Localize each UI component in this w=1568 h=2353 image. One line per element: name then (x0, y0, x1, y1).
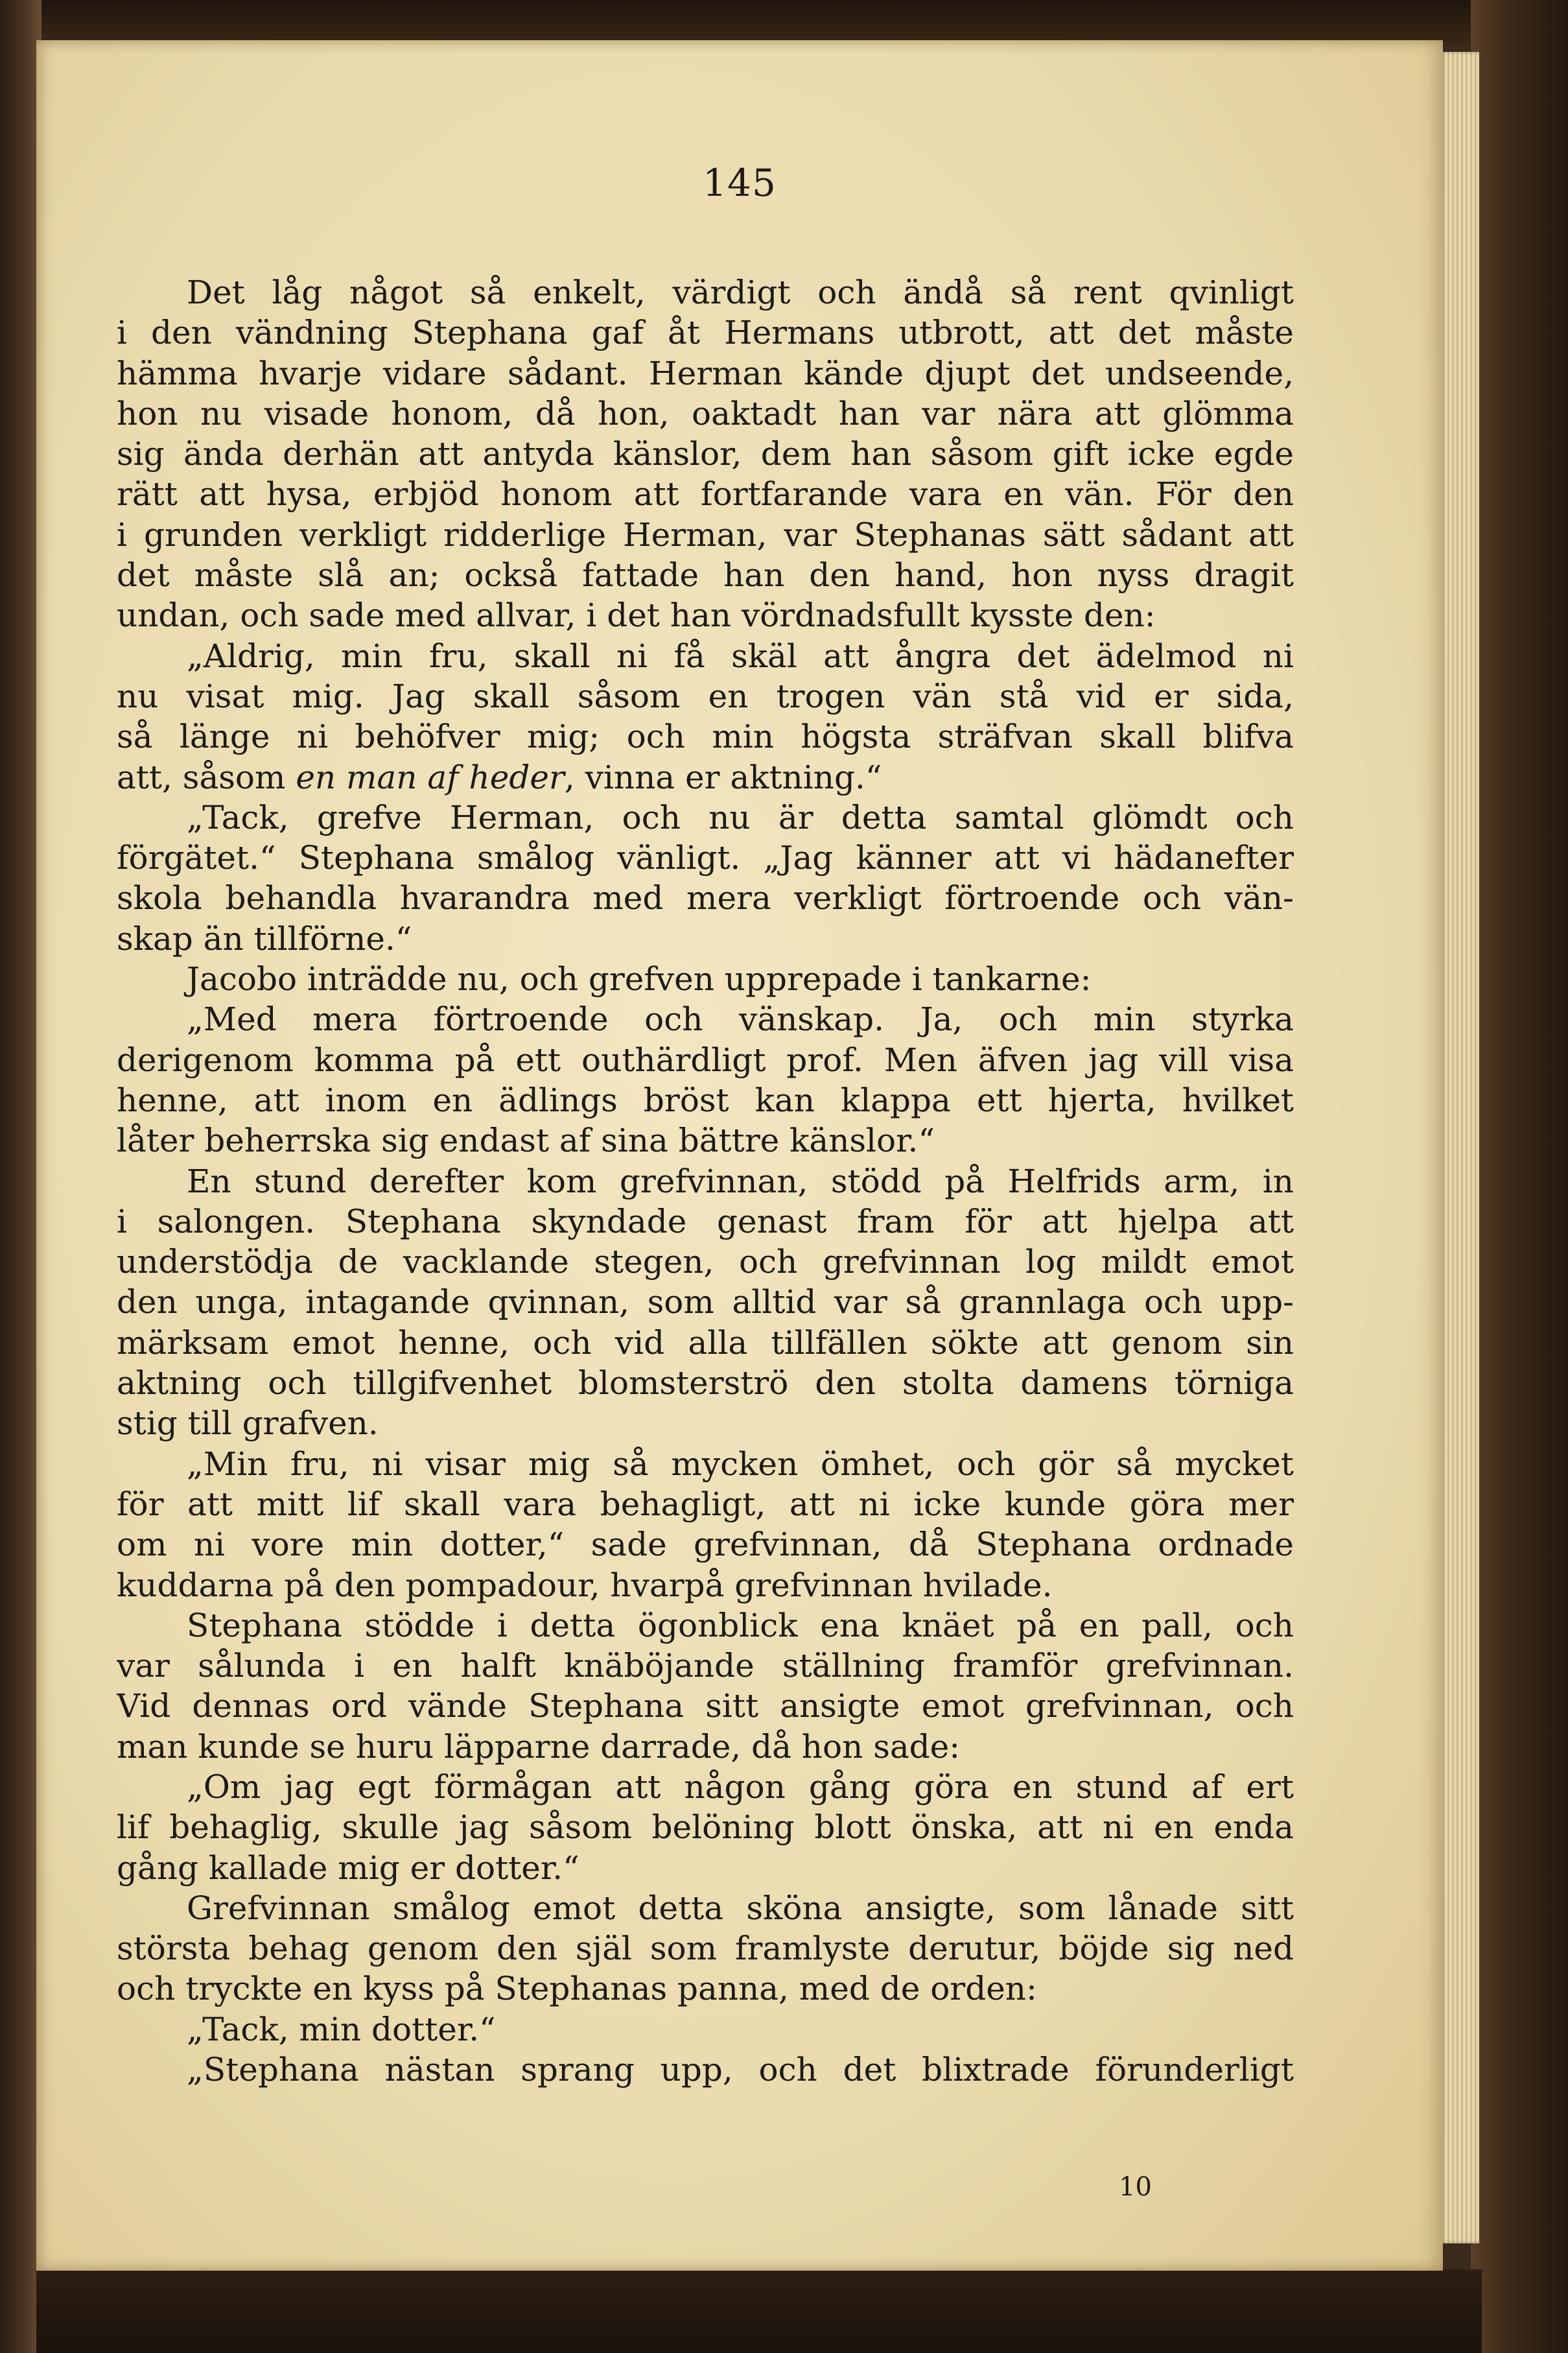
text-line: rätt att hysa, erbjöd honom att fortfarande vara en vän. För den (117, 475, 1294, 514)
text-line: kuddarna på den pompadour, hvarpå grefvinnan hvilade. (117, 1566, 1053, 1604)
text-line: hon nu visade honom, då hon, oaktadt han var nära att glömma (117, 394, 1294, 432)
text-line: låter beherrska sig endast af sina bättre känslor.“ (117, 1122, 935, 1160)
page-number: 145 (703, 161, 777, 205)
text-line: lif behaglig, skulle jag såsom belöning blott önska, att ni en enda (117, 1808, 1294, 1847)
text-line: Stephana stödde i detta ögonblick ena knäet på en pall, och (187, 1606, 1294, 1644)
text-line: nu visat mig. Jag skall såsom en trogen vän stå vid er sida, (117, 677, 1294, 715)
signature-mark: 10 (1119, 2172, 1152, 2202)
text-line: att, såsom en man af heder, vinna er aktning.“ (117, 758, 882, 796)
text-line: om ni vore min dotter,“ sade grefvinnan, då Stephana ordnade (117, 1526, 1294, 1564)
text-line: så länge ni behöfver mig; och min högsta sträfvan skall blifva (117, 718, 1294, 756)
text-line: för att mitt lif skall vara behagligt, att ni icke kunde göra mer (117, 1485, 1294, 1523)
text-line: i salongen. Stephana skyndade genast fram för att hjelpa att (117, 1202, 1294, 1240)
book-shadow-bottom (36, 2269, 1482, 2353)
text-line: Jacobo inträdde nu, och grefven upprepade i tankarne: (187, 960, 1092, 999)
page-edges (1440, 52, 1479, 2243)
text-line: i den vändning Stephana gaf åt Hermans utbrott, att det måste (117, 314, 1294, 352)
text-line: märksam emot henne, och vid alla tillfällen sökte att genom sin (117, 1323, 1294, 1362)
text-line: henne, att inom en ädlings bröst kan klappa ett hjerta, hvilket (117, 1081, 1294, 1119)
text-line: gång kallade mig er dotter.“ (117, 1849, 579, 1887)
text-line: aktning och tillgifvenhet blomsterströ den stolta damens törniga (117, 1364, 1294, 1402)
text-line: skap än tillförne.“ (117, 919, 412, 958)
text-line: „Aldrig, min fru, skall ni få skäl att ångra det ädelmod ni (187, 637, 1294, 675)
text-line: skola behandla hvarandra med mera verkligt förtroende och vän- (117, 879, 1294, 917)
text-line: största behag genom den själ som framlyste derutur, böjde sig ned (117, 1930, 1294, 1968)
text-line: understödja de vacklande stegen, och grefvinnan log mildt emot (117, 1243, 1294, 1281)
text-line: „Tack, min dotter.“ (187, 2010, 496, 2048)
text-line: sig ända derhän att antyda känslor, dem han såsom gift icke egde (117, 435, 1294, 473)
text-line: var sålunda i en halft knäböjande ställning framför grefvinnan. (117, 1647, 1294, 1685)
text-line: och tryckte en kyss på Stephanas panna, med de orden: (117, 1970, 1037, 2008)
book-cover-right (1471, 0, 1568, 2353)
book-cover-left (0, 0, 41, 2353)
text-line: „Tack, grefve Herman, och nu är detta samtal glömdt och (187, 798, 1294, 836)
text-line: man kunde se huru läpparne darrade, då hon sade: (117, 1727, 961, 1766)
text-line: „Stephana nästan sprang upp, och det blixtrade förunderligt (187, 2051, 1294, 2089)
text-line: En stund derefter kom grefvinnan, stödd på Helfrids arm, in (187, 1162, 1294, 1200)
book-page (36, 40, 1443, 2271)
text-line: det måste slå an; också fattade han den hand, hon nyss dragit (117, 556, 1294, 595)
text-line: „Om jag egt förmågan att någon gång göra en stund af ert (187, 1768, 1294, 1806)
book-cover-top (0, 0, 1568, 45)
text-line: i grunden verkligt ridderlige Herman, var Stephanas sätt sådant att (117, 515, 1294, 554)
text-line: Det låg något så enkelt, värdigt och ändå så rent qvinligt (187, 274, 1294, 311)
body-text (117, 272, 1294, 2090)
text-line: Vid dennas ord vände Stephana sitt ansigte emot grefvinnan, och (117, 1687, 1294, 1725)
text-line: „Min fru, ni visar mig så mycken ömhet, och gör så mycket (187, 1445, 1294, 1483)
text-line: Grefvinnan smålog emot detta sköna ansigte, som lånade sitt (187, 1889, 1294, 1927)
text-line: derigenom komma på ett outhärdligt prof. Men äfven jag vill visa (117, 1041, 1294, 1079)
text-line: den unga, intagande qvinnan, som alltid var så grannlaga och upp- (117, 1283, 1294, 1321)
text-line: hämma hvarje vidare sådant. Herman kände djupt det undseende, (117, 354, 1294, 392)
text-line: stig till grafven. (117, 1404, 379, 1443)
text-line: undan, och sade med allvar, i det han vördnadsfullt kysste den: (117, 597, 1156, 635)
text-line: förgätet.“ Stephana smålog vänligt. „Jag känner att vi hädanefter (117, 839, 1294, 877)
text-line: „Med mera förtroende och vänskap. Ja, och min styrka (187, 1000, 1294, 1039)
